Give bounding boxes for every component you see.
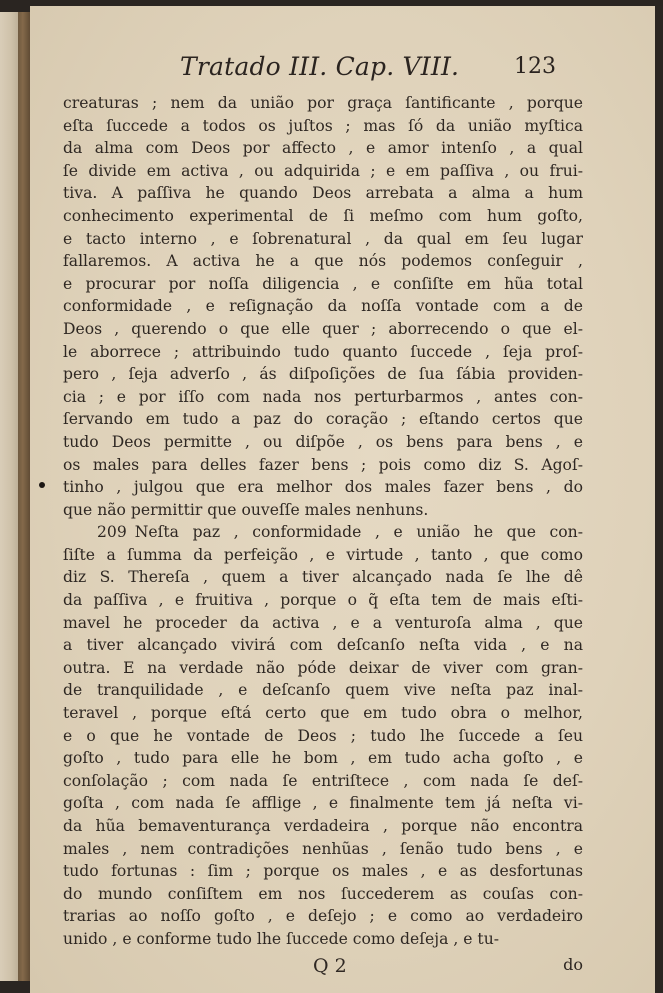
text-line: tiva. A paſſiva he quando Deos arrebata a alma a hum [63, 184, 583, 203]
text-line: goſta , com nada ſe afflige , e finalmente tem já neſta vi- [63, 794, 583, 813]
page-header [180, 6, 580, 86]
running-title: Tratado III. Cap. VIII. [180, 52, 460, 81]
text-line: creaturas ; nem da união por graça ſantificante , porque [63, 94, 583, 112]
text-line: da paſſiva , e fruitiva , porque o q̃ eſta tem de mais eſti- [63, 591, 583, 610]
text-line: e procurar por noſſa diligencia , e conſiſte em hũa total [63, 274, 583, 293]
body-text [63, 92, 583, 951]
text-line: conhecimento experimental de ſi meſmo com hum goſto, [63, 206, 583, 225]
scan-border [655, 6, 663, 993]
text-line: e tacto interno , e ſobrenatural , da qual em ſeu lugar [63, 229, 583, 248]
text-line: teravel , porque eſtá certo que em tudo obra o melhor, [63, 704, 583, 723]
text-line: pero , ſeja adverſo , ás diſpoſições de ſua ſábia providen- [63, 365, 583, 384]
text-line: os males para delles fazer bens ; pois como diz S. Agoſ- [63, 455, 583, 474]
margin-mark [39, 482, 45, 488]
text-line: ſiſte a ſumma da perfeição , e virtude , tanto , que como [63, 545, 583, 564]
text-line: outra. E na verdade não póde deixar de viver com gran- [63, 658, 583, 677]
text-line: ſervando em tudo a paz do coração ; eſtando certos que [63, 410, 583, 429]
text-line: de tranquilidade , e deſcanſo quem vive neſta paz inal- [63, 681, 583, 700]
facing-page-edge [0, 12, 18, 981]
text-line: Deos , querendo o que elle quer ; aborrecendo o que el- [63, 319, 583, 338]
paragraph-number: 209 [97, 523, 127, 542]
text-line: da alma com Deos por affecto , e amor intenſo , a qual [63, 139, 583, 158]
signature-mark: Q 2 [313, 954, 347, 977]
text-line: ſe divide em activa , ou adquirida ; e em paſſiva , ou frui- [63, 161, 583, 180]
text-line: que não permittir que ouveſſe males nenhuns. [63, 500, 429, 519]
text-line: tudo fortunas : ſim ; porque os males , e as desfortunas [63, 862, 583, 881]
text-line: diz S. Thereſa , quem a tiver alcançado nada ſe lhe dê [63, 568, 583, 587]
catchword: do [563, 954, 583, 974]
text-line: Neſta paz , conformidade , e união he que con- [134, 523, 583, 542]
paragraph-209-first-line [63, 521, 583, 544]
text-line: fallaremos. A activa he a que nós podemos conſeguir , [63, 252, 583, 271]
text-line: do mundo conſiſtem em nos ſuccederem as couſas con- [63, 884, 583, 903]
book-gutter [18, 12, 30, 981]
text-line: da hũa bemaventurança verdadeira , porque não encontra [63, 817, 583, 835]
text-line: e o que he vontade de Deos ; tudo lhe ſuccede a ſeu [63, 726, 583, 745]
text-line: a tiver alcançado vivirá com deſcanſo neſta vida , e na [63, 636, 583, 655]
text-line: conſolação ; com nada ſe entriſtece , com nada ſe deſ- [63, 771, 583, 790]
text-line: trarias ao noſſo goſto , e deſejo ; e como ao verdadeiro [63, 907, 583, 926]
page-footer [63, 955, 583, 981]
text-line: mavel he proceder da activa , e a venturoſa alma , que [63, 613, 583, 632]
text-line: tinho , julgou que era melhor dos males fazer bens , do [63, 478, 583, 497]
text-line: eſta ſuccede a todos os juſtos ; mas ſó da união myſtica [63, 116, 583, 135]
text-line: goſto , tudo para elle he bom , em tudo acha goſto , e [63, 749, 583, 768]
page-number: 123 [514, 54, 556, 79]
text-line: le aborrece ; attribuindo tudo quanto ſuccede , ſeja proſ- [63, 342, 583, 361]
text-line: tudo Deos permitte , ou diſpõe , os bens para bens , e [63, 432, 583, 451]
text-line: cia ; e por iſſo com nada nos perturbarmos , antes con- [63, 387, 583, 406]
text-line: males , nem contradições nenhũas , ſenão tudo bens , e [63, 839, 583, 858]
text-line: conformidade , e reſignação da noſſa vontade com a de [63, 297, 583, 316]
text-line: unido , e conforme tudo lhe ſuccede como deſeja , e tu- [63, 929, 500, 948]
book-page [30, 6, 655, 993]
